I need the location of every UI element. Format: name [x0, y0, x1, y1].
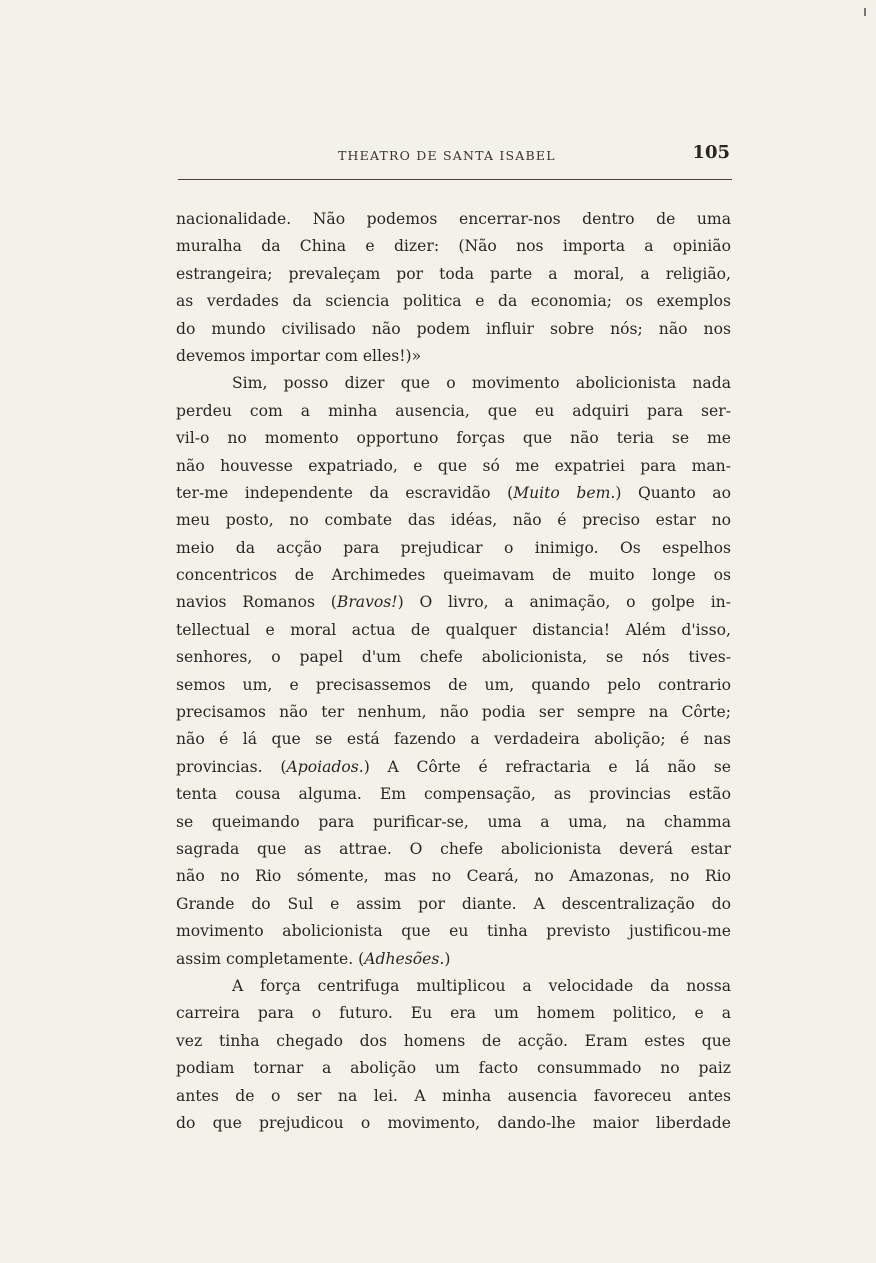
text-line: A força centrifuga multiplicou a velocidade da nossa [232, 976, 731, 995]
text-line: se queimando para purificar-se, uma a uma, na chamma [176, 812, 731, 831]
text-line: estrangeira; prevaleçam por toda parte a moral, a religião, [176, 264, 731, 283]
text-line: concentricos de Archimedes queimavam de muito longe os [176, 566, 731, 585]
page-number: 105 [692, 142, 730, 163]
text-line: meio da acção para prejudicar o inimigo. Os espelhos [176, 538, 731, 557]
text-line: não no Rio sómente, mas no Ceará, no Amazonas, no Rio [176, 867, 731, 886]
text-line: assim completamente. (Adhesões.) [176, 949, 451, 968]
page-edge-mark [864, 8, 866, 16]
text-line: do mundo civilisado não podem influir sobre nós; não nos [176, 319, 731, 338]
text-line: do que prejudicou o movimento, dando-lhe maior liberdade [176, 1113, 731, 1132]
text-line: vil-o no momento opportuno forças que não teria se me [176, 429, 731, 448]
text-line: as verdades da sciencia politica e da economia; os exemplos [176, 292, 731, 311]
text-line: não houvesse expatriado, e que só me expatriei para man- [176, 456, 731, 475]
text-line: antes de o ser na lei. A minha ausencia favoreceu antes [176, 1086, 731, 1105]
text-line: senhores, o papel d'um chefe abolicionista, se nós tives- [176, 648, 731, 667]
text-line: Grande do Sul e assim por diante. A descentralização do [176, 894, 731, 913]
text-line: tellectual e moral actua de qualquer distancia! Além d'isso, [176, 620, 731, 639]
interjection: Apoiados. [286, 757, 364, 776]
running-head: THEATRO DE SANTA ISABEL [338, 148, 556, 163]
text-line: ter-me independente da escravidão (Muito bem.) Quanto ao [176, 483, 731, 502]
text-line: movimento abolicionista que eu tinha previsto justificou-me [176, 922, 731, 941]
text-line: podiam tornar a abolição um facto consummado no paiz [176, 1059, 731, 1078]
interjection: Bravos! [336, 593, 398, 612]
text-line: provincias. (Apoiados.) A Côrte é refractaria e lá não se [176, 757, 731, 776]
interjection: Muito bem. [513, 483, 616, 502]
text-line: sagrada que as attrae. O chefe abolicionista deverá estar [176, 839, 731, 858]
body-text [176, 206, 731, 1137]
text-line: muralha da China e dizer: (Não nos importa a opinião [176, 237, 731, 256]
text-line: tenta cousa alguma. Em compensação, as provincias estão [176, 785, 731, 804]
text-line: nacionalidade. Não podemos encerrar-nos dentro de uma [176, 210, 731, 228]
header-rule [178, 179, 732, 180]
text-line: semos um, e precisassemos de um, quando pelo contrario [176, 675, 731, 694]
page-header [178, 142, 730, 174]
text-line: meu posto, no combate das idéas, não é preciso estar no [176, 511, 731, 530]
text-line: Sim, posso dizer que o movimento abolicionista nada [232, 374, 731, 393]
text-line: perdeu com a minha ausencia, que eu adquiri para ser- [176, 401, 731, 420]
text-line: precisamos não ter nenhum, não podia ser sempre na Côrte; [176, 703, 731, 722]
text-line: carreira para o futuro. Eu era um homem politico, e a [176, 1004, 731, 1023]
text-line: devemos importar com elles!)» [176, 346, 422, 365]
text-line: não é lá que se está fazendo a verdadeira abolição; é nas [176, 730, 731, 749]
text-line: navios Romanos (Bravos!) O livro, a animação, o golpe in- [176, 593, 731, 612]
interjection: Adhesões. [364, 949, 445, 968]
text-line: vez tinha chegado dos homens de acção. Eram estes que [176, 1031, 731, 1050]
